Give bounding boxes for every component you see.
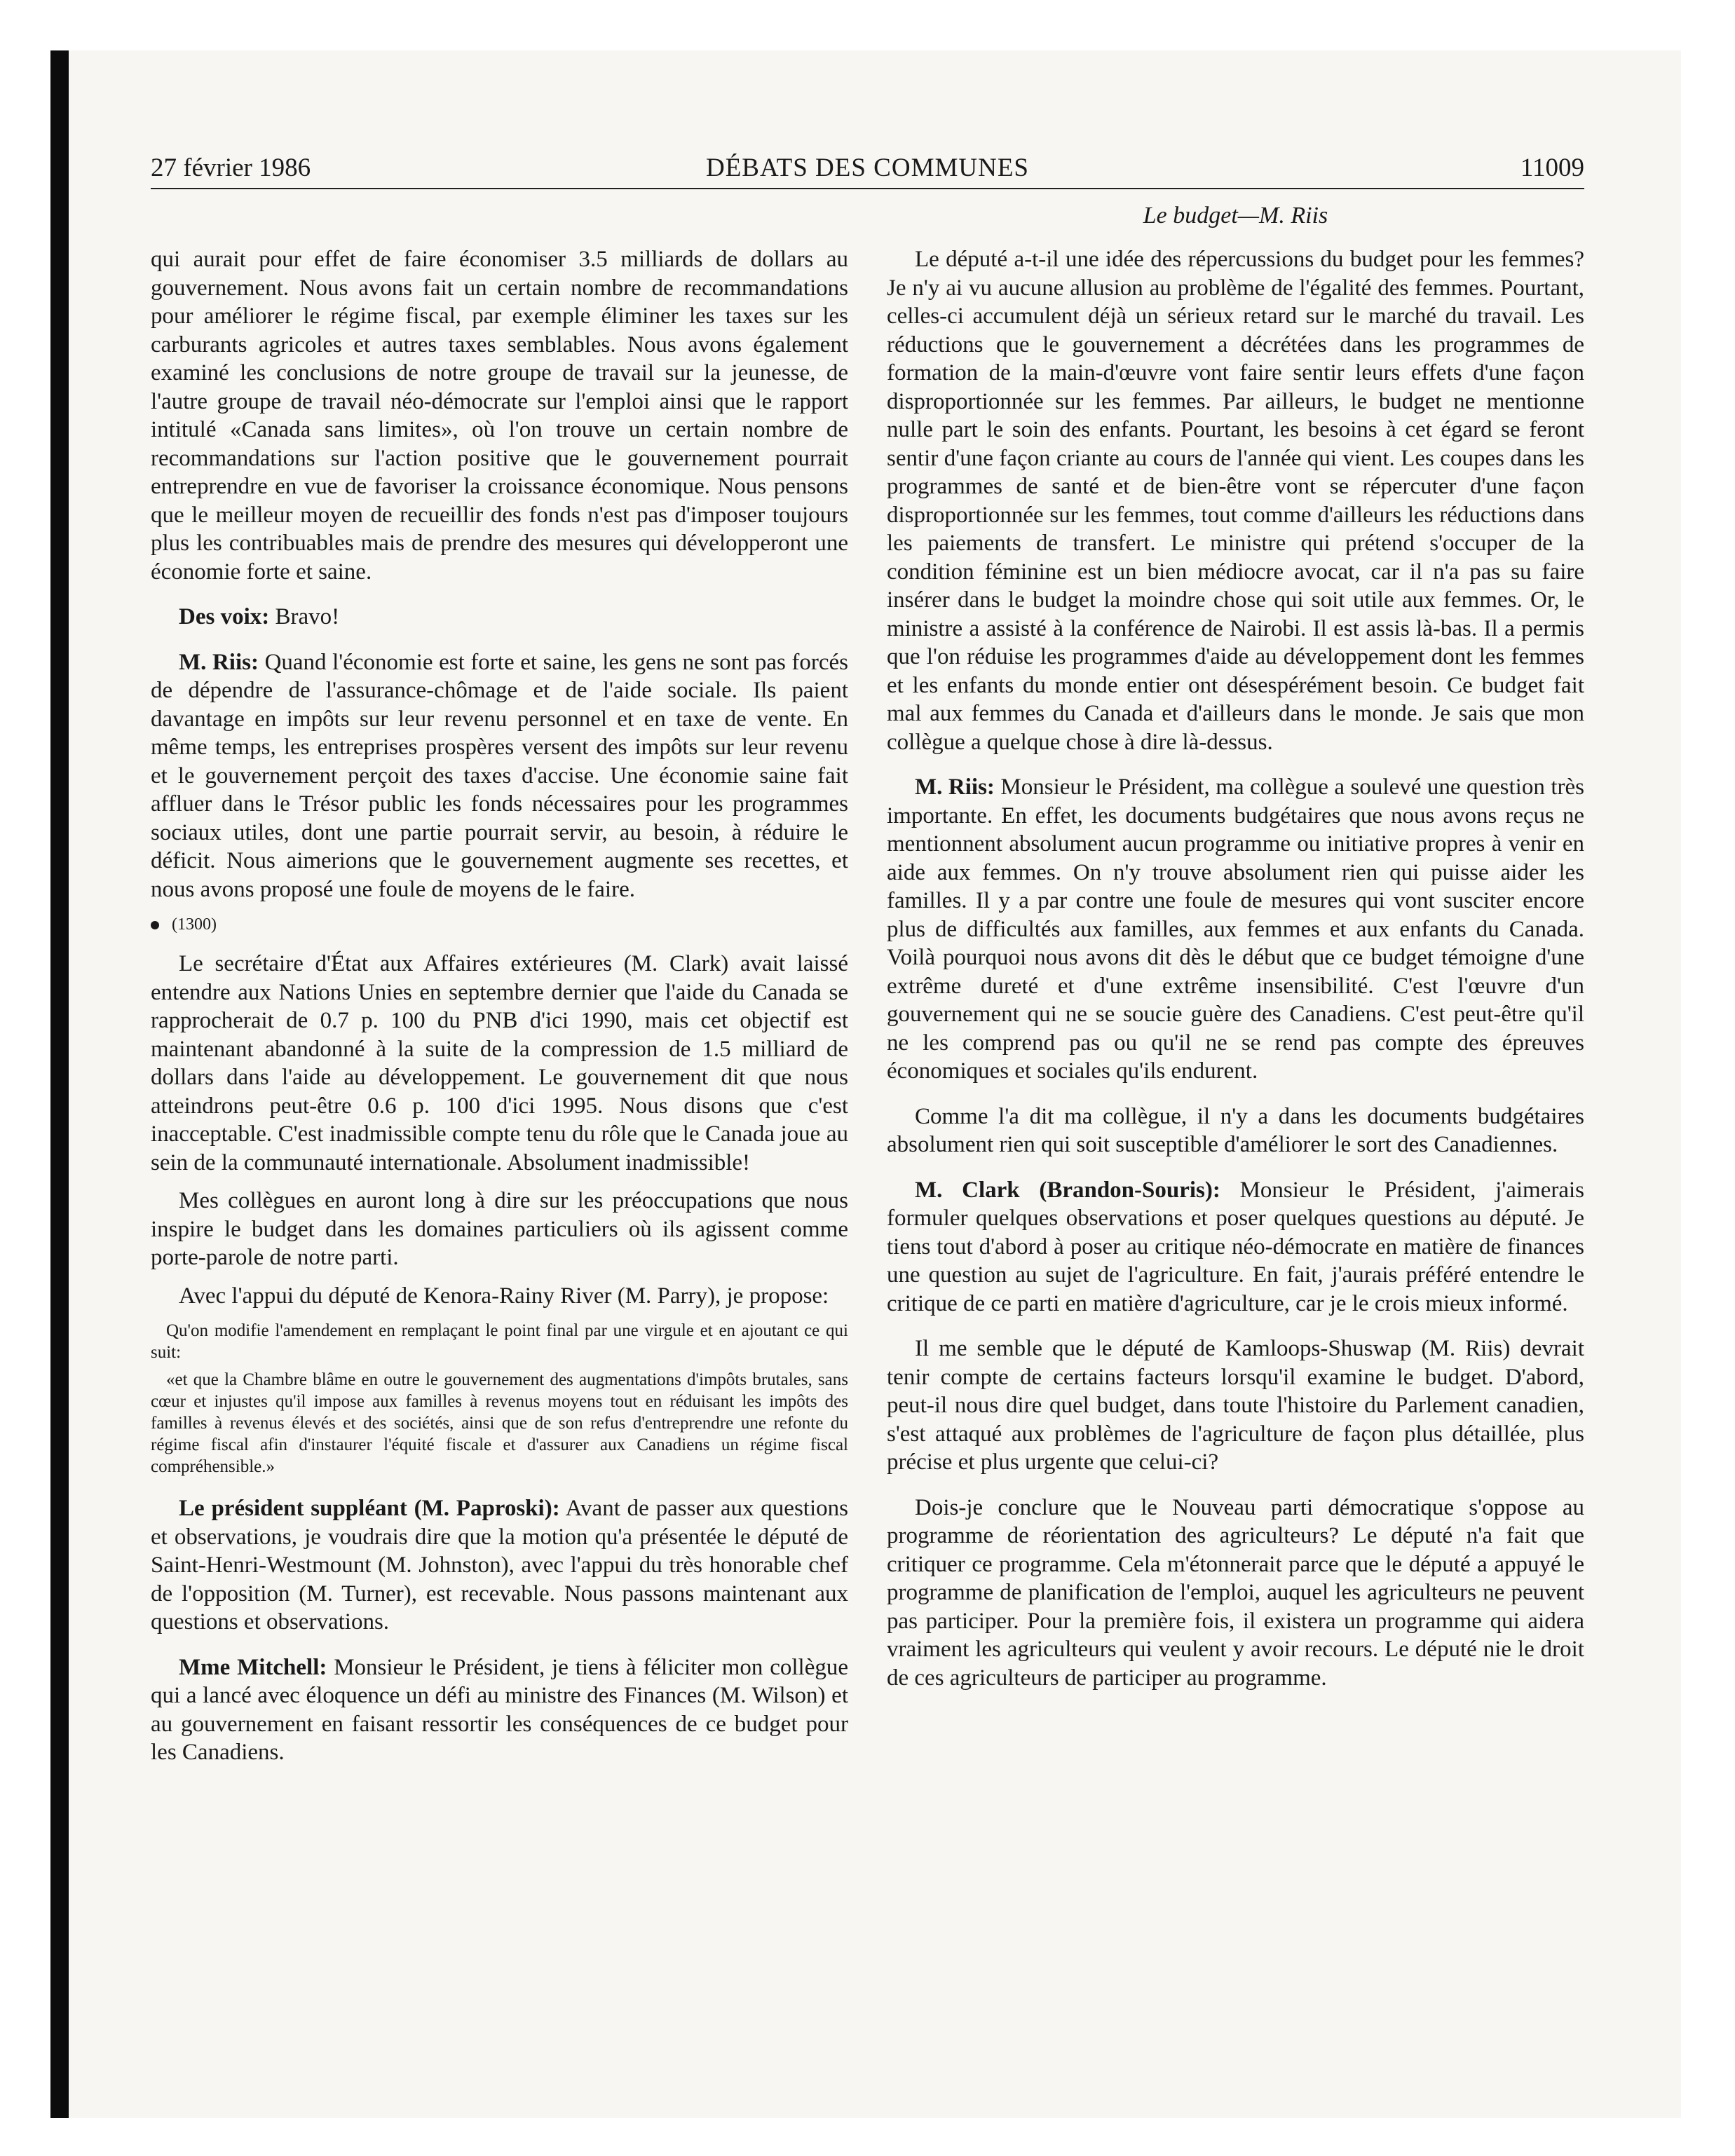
motion-intro: Qu'on modifie l'amendement en remplaçant le point final par une virgule et en ajoutant ce qui suit: [151, 1321, 848, 1362]
speech-clark [887, 1176, 1584, 1318]
right-column [887, 245, 1584, 1702]
header-date: 27 février 1986 [151, 153, 311, 182]
speech-text: Monsieur le Président, je tiens à féliciter mon collègue qui a lancé avec éloquence un défi au ministre des Finances (M. Wilson) et au gouvernement en faisant ressortir les conséquences de ce budget pour les Canadiens. [151, 1654, 849, 1765]
speech-text: Quand l'économie est forte et saine, les gens ne sont pas forcés de dépendre de l'assurance-chômage et de l'aide sociale. Ils paient davantage en impôts sur leur revenu personnel et en taxe de vente. En même temps, les entreprises prospères versent des impôts sur leur revenu et le gouvernement perçoit des taxes d'accise. Une économie saine fait affluer dans le Trésor public les fonds nécessaires pour les programmes sociaux utiles, dont une partie pourrait servir, au besoin, à réduire le déficit. Nous aimerions que le gouvernement augmente ses recettes, et nous avons proposé une foule de moyens de le faire. [151, 649, 848, 902]
speech-text: Monsieur le Président, ma collègue a soulevé une question très importante. En effet, les documents budgétaires que nous avons reçus ne mentionnent absolument aucun programme ou initiative propres à venir en aide aux femmes. On n'y trouve absolument rien qui puisse aider les familles. Il y a par contre une foule de mesures qui vont susciter encore plus de difficultés aux familles, aux femmes et aux enfants du Canada. Voilà pourquoi nous avons dit dès le début que ce budget témoigne d'une extrême dureté et d'une extrême insensibilité. C'est l'œuvre d'un gouvernement qui ne se soucie guère des Canadiens. C'est peut-être qu'il ne les comprend pas ou qu'il ne se rend pas compte des épreuves économiques et sociales qu'ils endurent. [887, 775, 1584, 1084]
speech-text: Bravo! [275, 604, 340, 629]
time-marker [151, 913, 848, 936]
speech-riis [887, 773, 1584, 1086]
paragraph: Avec l'appui du député de Kenora-Rainy River (M. Parry), je propose: [179, 1283, 829, 1309]
paragraph: Dois-je conclure que le Nouveau parti démocratique s'oppose au programme de réorientation des agriculteurs? Le député n'a fait que critiquer ce programme. Cela m'étonnerait parce que le député a appuyé le programme de planification de l'emploi, auquel les agriculteurs ne peuvent pas participer. Pour la première fois, il existera un programme qui aidera vraiment les agriculteurs qui veulent y avoir recours. Le député nie le droit de ces agriculteurs de participer au programme. [887, 1494, 1584, 1691]
section-label: Le budget—M. Riis [1143, 203, 1328, 228]
scan-edge [50, 50, 69, 2118]
speech-text: Avant de passer aux questions et observations, je voudrais dire que la motion qu'a présentée le député de Saint-Henri-Westmount (M. Johnston), avec l'appui du très honorable chef de l'opposition (M. Turner), est recevable. Nous passons maintenant aux questions et observations. [151, 1496, 848, 1635]
speech-riis [151, 648, 848, 904]
left-column [151, 245, 848, 1777]
page-header [151, 149, 1584, 189]
speaker-name: M. Riis: [915, 775, 995, 800]
paragraph: Comme l'a dit ma collègue, il n'y a dans les documents budgétaires absolument rien qui soit susceptible d'améliorer le sort des Canadiennes. [887, 1103, 1584, 1157]
speaker-name: M. Riis: [179, 649, 259, 675]
motion-block [151, 1320, 848, 1478]
paragraph: Mes collègues en auront long à dire sur les préoccupations que nous inspire le budget dans les domaines particuliers où ils agissent comme porte-parole de notre parti. [151, 1188, 848, 1270]
speaker-name: Mme Mitchell: [179, 1654, 327, 1680]
bullet-icon [151, 921, 159, 929]
paragraph: Le député a-t-il une idée des répercussions du budget pour les femmes? Je n'y ai vu aucune allusion au problème de l'égalité des femmes. Pourtant, celles-ci accumulent déjà un sérieux retard sur le marché du travail. Les réductions que le gouvernement a décrétées dans les programmes de formation de la main-d'œuvre vont faire sentir leurs effets d'une façon disproportionnée sur les femmes. Par ailleurs, le budget ne mentionne nulle part le soin des enfants. Pourtant, les besoins à cet égard se feront sentir d'une façon criante au cours de l'année qui vient. Les coupes dans les programmes de santé et de bien-être vont se répercuter d'une façon disproportionnée sur les femmes, tout comme d'ailleurs les réductions dans les paiements de transfert. Le ministre qui prétend s'occuper de la condition féminine est un bien médiocre avocat, car il n'a pas su faire insérer dans le budget la moindre chose qui soit utile aux femmes. Or, le ministre a assisté à la conférence de Nairobi. Il est assis là-bas. Il a permis que l'on réduise les programmes d'aide au développement dont les femmes et les enfants du monde entier ont désespérément besoin. Ce budget fait mal aux femmes du Canada et d'ailleurs dans le monde. Je sais que mon collègue a quelque chose à dire là-dessus. [887, 247, 1584, 755]
speech-mitchell [151, 1653, 848, 1767]
paragraph: Le secrétaire d'État aux Affaires extérieures (M. Clark) avait laissé entendre aux Nations Unies en septembre dernier que l'aide du Canada se rapprocherait de 0.7 p. 100 du PNB d'ici 1990, mais cet objectif est maintenant abandonné à la suite de la compression de 1.5 milliard de dollars dans l'aide au développement. Le gouvernement dit que nous atteindrons peut-être 0.6 p. 100 d'ici 1995. Nous disons que c'est inacceptable. C'est inadmissible compte tenu du rôle que le Canada joue au sein de la communauté internationale. Absolument inadmissible! [151, 951, 848, 1175]
header-page-number: 11009 [1520, 153, 1584, 182]
header-journal-title: DÉBATS DES COMMUNES [705, 153, 1029, 182]
speech-text: Monsieur le Président, j'aimerais formuler quelques observations et poser quelques questions au député. Je tiens tout d'abord à poser au critique néo-démocrate en matière de finances une question au sujet de l'agriculture. En fait, j'aurais préféré entendre le critique de ce parti en matière d'agriculture, car je le crois mieux informé. [887, 1177, 1585, 1316]
speaker-name: Le président suppléant (M. Paproski): [179, 1496, 560, 1521]
speaker-name: M. Clark (Brandon-Souris): [915, 1177, 1220, 1203]
motion-quote: «et que la Chambre blâme en outre le gouvernement des augmentations d'impôts brutales, sans cœur et injustes qu'il impose aux familles à revenus moyens tout en réduisant les impôts des familles à revenus élevés et des sociétés, ainsi que de son refus d'entreprendre une refonte du régime fiscal afin d'instaurer l'équité fiscale et d'assurer aux Canadiens un régime fiscal compréhensible.» [151, 1370, 848, 1476]
paragraph: Il me semble que le député de Kamloops-Shuswap (M. Riis) devrait tenir compte de certains facteurs lorsqu'il examine le budget. D'abord, peut-il nous dire quel budget, dans toute l'histoire du Parlement canadien, s'est attaqué aux problèmes de l'agriculture de façon plus détaillée, plus précise et plus urgente que celui-ci? [887, 1336, 1584, 1475]
paragraph: qui aurait pour effet de faire économiser 3.5 milliards de dollars au gouvernement. Nous avons fait un certain nombre de recommandations pour améliorer le régime fiscal, par exemple éliminer les taxes sur les carburants agricoles et autres taxes semblables. Nous avons également examiné les conclusions de notre groupe de travail sur la jeunesse, de l'autre groupe de travail néo-démocrate sur l'emploi ainsi que le rapport intitulé «Canada sans limites», où l'on trouve un certain nombre de recommandations sur l'action positive que le gouvernement pourrait entreprendre en vue de favoriser la croissance économique. Nous pensons que le meilleur moyen de recueillir des fonds n'est pas d'imposer toujours plus les contribuables mais de prendre des mesures qui développeront une économie forte et saine. [151, 247, 848, 585]
time-marker-text: (1300) [172, 915, 217, 934]
speaker-name: Des voix: [179, 604, 270, 629]
speech-acting-speaker [151, 1494, 848, 1637]
speech-voices [151, 603, 848, 632]
